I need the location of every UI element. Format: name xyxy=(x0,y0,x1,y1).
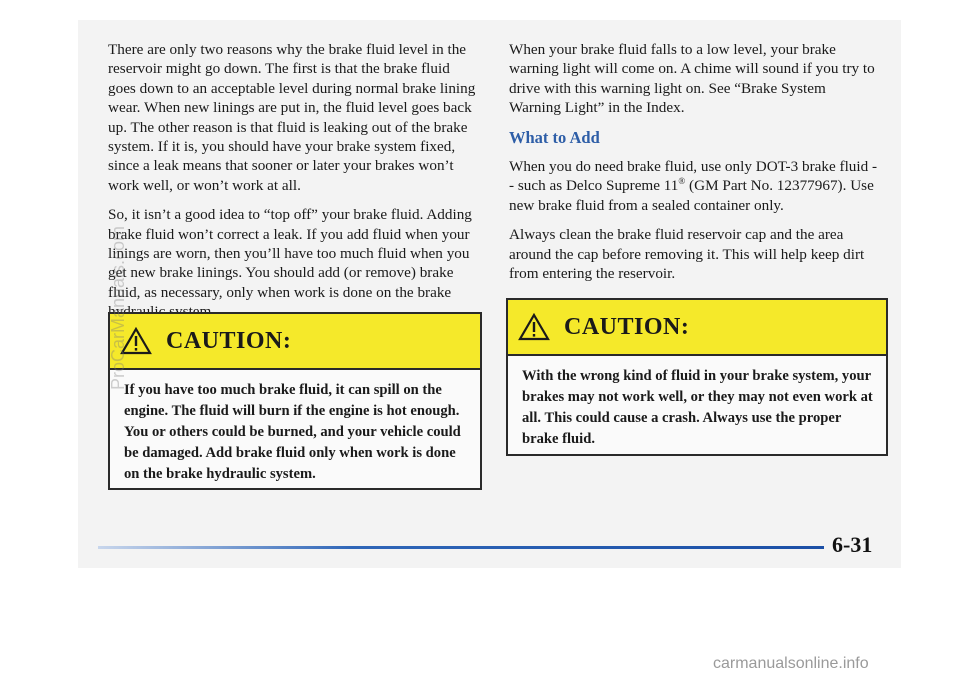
warning-triangle-icon xyxy=(518,313,550,341)
caution-title: CAUTION: xyxy=(564,313,690,340)
page-number: 6-31 xyxy=(832,532,873,557)
fluid-type-text-start: When you do need brake fluid, use only DOT-3 brake fluid -- such as Delco Supreme 11 xyxy=(509,158,878,195)
footer-rule xyxy=(98,546,824,549)
right-column xyxy=(509,40,881,293)
caution-box-wrong-fluid xyxy=(506,298,888,456)
caution-title: CAUTION: xyxy=(166,327,292,354)
left-column xyxy=(108,40,480,332)
caution-text: With the wrong kind of fluid in your brake system, your brakes may not work well, or they may not even work at all. This could cause a crash. Always use the proper brake fluid. xyxy=(522,368,873,447)
watermark-side: ProCarManuals.com xyxy=(108,225,128,390)
caution-header xyxy=(508,300,886,356)
fluid-type-text-end: (GM Part No. 12377967). Use new brake fluid from a sealed container only. xyxy=(509,177,874,214)
left-paragraph-2: So, it isn’t a good idea to “top off” your brake fluid. Adding brake fluid won’t correct a leak. If you add fluid when your linings are worn, then you’ll have too much fluid when you get new brake linings. You should add (or remove) brake fluid, as necessary, only when work is done on the brake xyxy=(108,206,472,301)
watermark-bottom: carmanualsonline.info xyxy=(713,655,869,672)
section-heading-what-to-add: What to Add xyxy=(509,127,600,147)
caution-box-overfill xyxy=(108,312,482,490)
registered-mark: ® xyxy=(678,176,686,187)
caution-header xyxy=(110,314,480,370)
right-paragraph-intro: When your brake fluid falls to a low level, your brake warning light will come on. A chime will sound if you try to drive with this warning light on. See “Brake System Warning Light” in the Index. xyxy=(509,41,875,117)
left-paragraph-1: There are only two reasons why the brake fluid level in the reservoir might go down. The first is that the brake fluid goes down to an acceptable level during normal brake lining wear. When new linings are put in, the fluid level goes back up. The other reason is that fluid is leaking out of the brake system. If it is, you should have your brake system fixed, since a leak means that sooner or later your brakes won’t work well, or won’t work at all. xyxy=(108,41,476,194)
right-paragraph-fluid-type xyxy=(509,157,881,215)
right-paragraph-clean-cap: Always clean the brake fluid reservoir cap and the area around the cap before removing it. This will help keep dirt from entering the reservoir. xyxy=(509,226,865,283)
caution-text: If you have too much brake fluid, it can spill on the engine. The fluid will burn if the engine is hot enough. You or others could be burned, and your vehicle could be damaged. Add brake fluid only when work is done on the brake hydraulic system. xyxy=(124,382,461,482)
